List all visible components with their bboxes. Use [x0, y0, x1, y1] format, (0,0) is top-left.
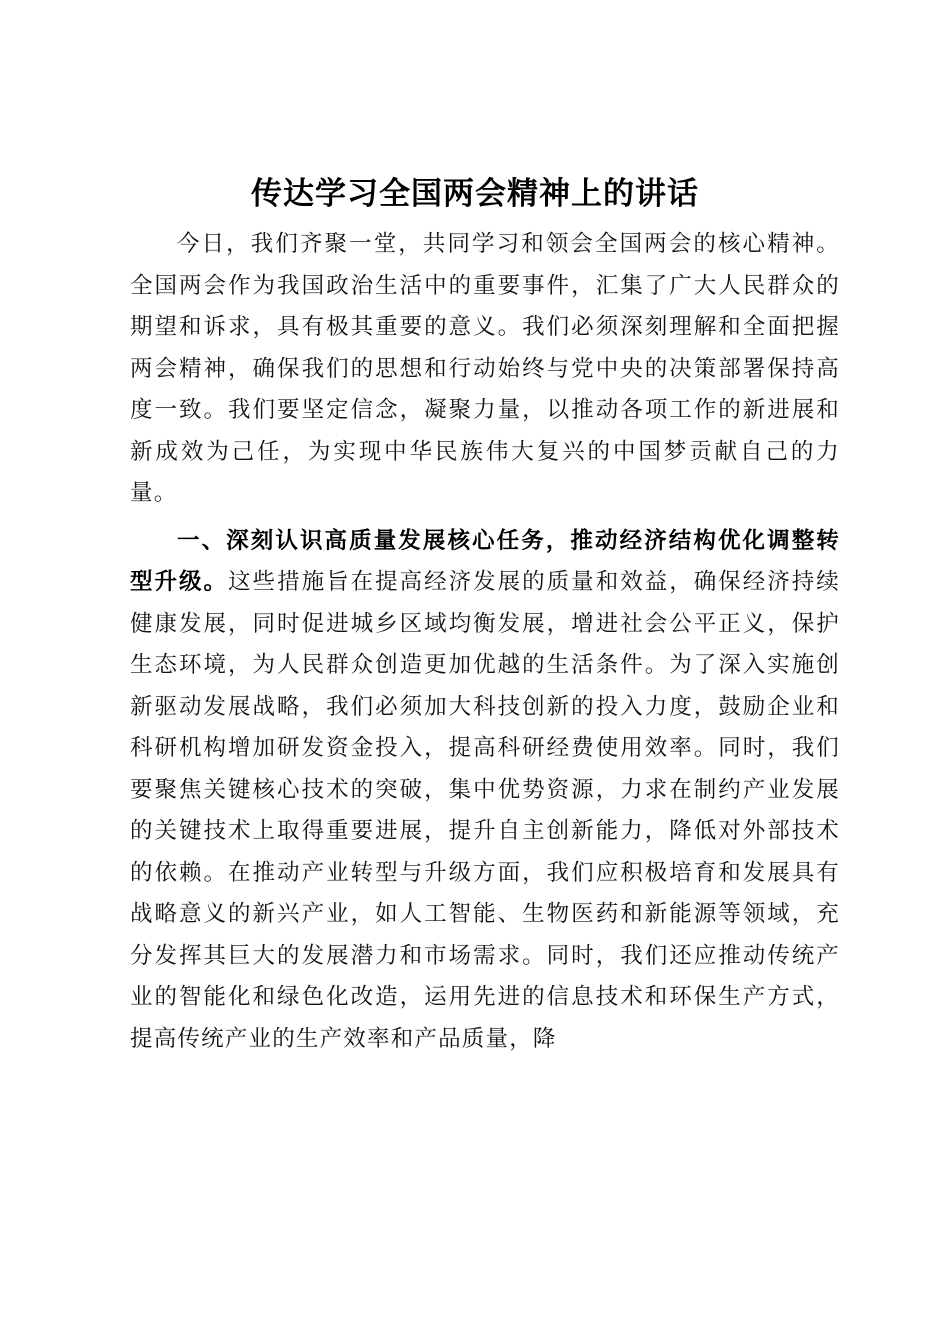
section-one-text: 这些措施旨在提高经济发展的质量和效益，确保经济持续健康发展，同时促进城乡区域均衡发展，增进社会公平正义，保护生态环境，为人民群众创造更加优越的生活条件。为了深入实施创新驱动发展战略，我们必须加大科技创新的投入力度，鼓励企业和科研机构增加研发资金投入，提高科研经费使用效率。同时，我们要聚焦关键核心技术的突破，集中优势资源，力求在制约产业发展的关键技术上取得重要进展，提升自主创新能力，降低对外部技术的依赖。在推动产业转型与升级方面，我们应积极培育和发展具有战略意义的新兴产业，如人工智能、生物医药和新能源等领域，充分发挥其巨大的发展潜力和市场需求。同时，我们还应推动传统产业的智能化和绿色化改造，运用先进的信息技术和环保生产方式，提高传统产业的生产效率和产品质量，降: [130, 569, 840, 1052]
document-title: 传达学习全国两会精神上的讲话: [251, 176, 699, 212]
section-one-paragraph: [130, 521, 840, 1061]
document-body: [130, 224, 840, 1060]
section-one-heading: 一、深刻认识高质量发展核心任务，推动经济结构优化调整转型升级。: [130, 527, 840, 595]
intro-paragraph: 今日，我们齐聚一堂，共同学习和领会全国两会的核心精神。全国两会作为我国政治生活中的重要事件，汇集了广大人民群众的期望和诉求，具有极其重要的意义。我们必须深刻理解和全面把握两会精神，确保我们的思想和行动始终与党中央的决策部署保持高度一致。我们要坚定信念，凝聚力量，以推动各项工作的新进展和新成效为己任，为实现中华民族伟大复兴的中国梦贡献自己的力量。: [130, 231, 840, 506]
